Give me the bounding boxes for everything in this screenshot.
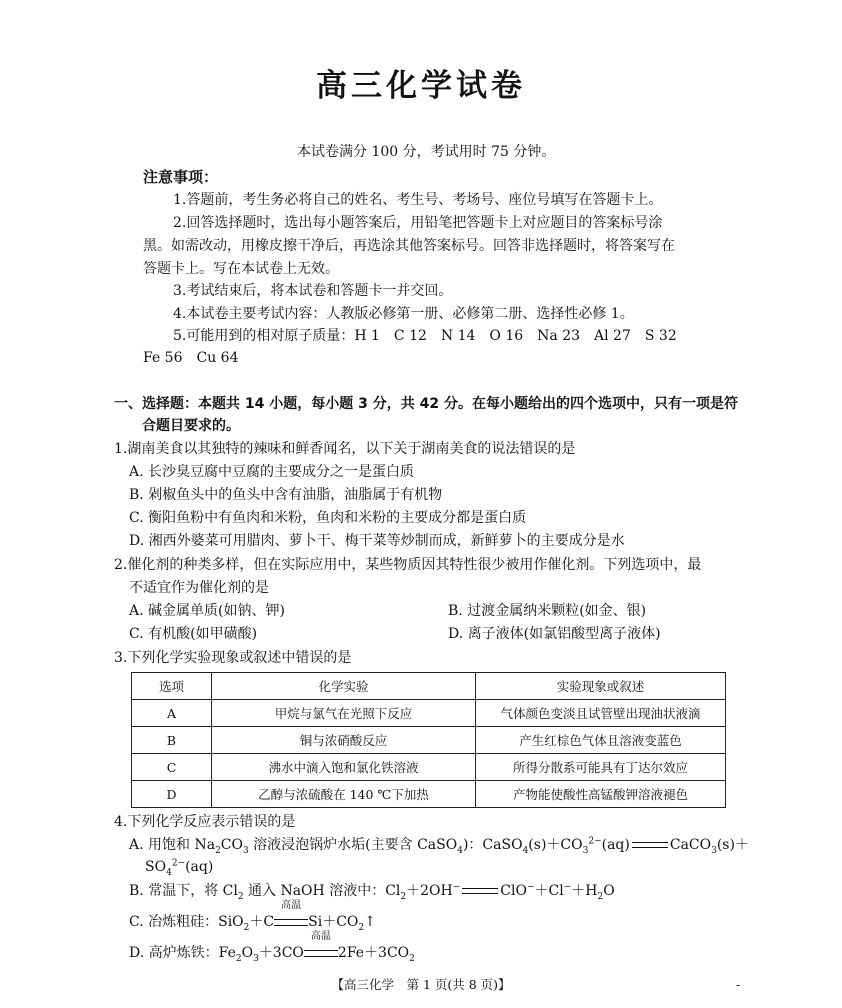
q2-stem-line-2: 不适宜作为催化剂的是 xyxy=(129,580,269,596)
q2-stem-line-1: 2.催化剂的种类多样，但在实际应用中，某些物质因其特性很少被用作催化剂。下列选项中，最 xyxy=(114,557,702,573)
table-header-cell: 化学实验 xyxy=(212,673,476,700)
q1-option-c: C. 衡阳鱼粉中有鱼肉和米粉，鱼肉和米粉的主要成分都是蛋白质 xyxy=(129,510,527,526)
q1-option-a: A. 长沙臭豆腐中豆腐的主要成分之一是蛋白质 xyxy=(129,464,415,480)
q4-option-a-line-2: $SO_4^{2-}(aq)$ xyxy=(145,858,214,878)
notice-item-2-line-1: 2.回答选择题时，选出每小题答案后，用铅笔把答题卡上对应题目的答案标号涂 xyxy=(173,215,663,231)
table-cell: 铜与浓硝酸反应 xyxy=(212,727,476,754)
table-row xyxy=(132,700,726,727)
notice-item-3: 3.考试结束后，将本试卷和答题卡一并交回。 xyxy=(173,283,453,299)
section-heading-line-1: 一、选择题：本题共 14 小题，每小题 3 分，共 42 分。在每小题给出的四个选项中，只有一项是符 xyxy=(114,396,738,412)
q2-option-d: D. 离子液体(如氯铝酸型离子液体) xyxy=(448,626,661,642)
table-row xyxy=(132,781,726,808)
reaction-condition: 高温 xyxy=(304,943,338,963)
table-cell: B xyxy=(132,727,212,754)
table-cell: D xyxy=(132,781,212,808)
notice-item-5-line-2: Fe 56 Cu 64 xyxy=(143,350,239,366)
notice-item-2-line-3: 答题卡上。写在本试卷上无效。 xyxy=(143,261,339,277)
table-cell: 气体颜色变淡且试管壁出现油状液滴 xyxy=(476,700,726,727)
section-heading-line-2: 合题目要求的。 xyxy=(142,418,240,434)
reaction-condition: 高温 xyxy=(274,912,308,932)
q2-option-c: C. 有机酸(如甲磺酸) xyxy=(129,626,258,642)
q4-option-b: B. 常温下，将 $Cl_2$ 通入 NaOH 溶液中：$Cl_2+2OH^-$ $ClO^-+Cl^-+H_2O$ xyxy=(129,882,615,902)
q4-option-d: D. 高炉炼铁：$Fe_2O_3+3CO$ 高温 $2Fe+3CO_2$ xyxy=(129,931,415,964)
table-header-cell: 实验现象或叙述 xyxy=(476,673,726,700)
page-title: 高三化学试卷 xyxy=(316,68,526,104)
q4-option-c: C. 冶炼粗硅：SiO$_2$＋C 高温 $Si+CO_2↑$ xyxy=(129,900,376,933)
notice-item-1: 1.答题前，考生务必将自己的姓名、考生号、考场号、座位号填写在答题卡上。 xyxy=(173,192,663,208)
q4-stem: 4.下列化学反应表示错误的是 xyxy=(114,814,296,830)
q4-option-a-line-1: A. 用饱和 $Na_2CO_3$ 溶液浸泡锅炉水垢(主要含 CaSO$_4$)：$CaSO_4(s)+CO_3^{2-}(aq)$ CaCO$_3$(s)＋ xyxy=(129,836,749,856)
table-row xyxy=(132,754,726,781)
page-footer: 【高三化学 第 1 页(共 8 页)】 xyxy=(331,977,511,992)
q1-stem: 1.湖南美食以其独特的辣味和鲜香闻名，以下关于湖南美食的说法错误的是 xyxy=(114,441,576,457)
gas-arrow-icon: ↑ xyxy=(364,914,376,930)
table-header-row xyxy=(132,673,726,700)
table-header-cell: 选项 xyxy=(132,673,212,700)
notice-item-5-line-1: 5.可能用到的相对原子质量：H 1 C 12 N 14 O 16 Na 23 Al 27 S 32 xyxy=(173,328,677,344)
exam-intro: 本试卷满分 100 分，考试用时 75 分钟。 xyxy=(297,144,556,160)
q1-option-d: D. 湘西外婆菜可用腊肉、萝卜干、梅干菜等炒制而成，新鲜萝卜的主要成分是水 xyxy=(129,533,625,549)
table-cell: 产生红棕色气体且溶液变蓝色 xyxy=(476,727,726,754)
notice-item-4: 4.本试卷主要考试内容：人教版必修第一册、必修第二册、选择性必修 1。 xyxy=(173,306,634,322)
table-cell: 乙醇与浓硫酸在 140 ℃下加热 xyxy=(212,781,476,808)
corner-mark: - xyxy=(736,978,741,992)
q1-option-b: B. 剁椒鱼头中的鱼头中含有油脂，油脂属于有机物 xyxy=(129,487,443,503)
table-cell: 产物能使酸性高锰酸钾溶液褪色 xyxy=(476,781,726,808)
table-cell: A xyxy=(132,700,212,727)
table-cell: 所得分散系可能具有丁达尔效应 xyxy=(476,754,726,781)
notice-item-2-line-2: 黑。如需改动，用橡皮擦干净后，再选涂其他答案标号。回答非选择题时，将答案写在 xyxy=(143,238,675,254)
q3-stem: 3.下列化学实验现象或叙述中错误的是 xyxy=(114,650,352,666)
table-cell: C xyxy=(132,754,212,781)
table-cell: 甲烷与氯气在光照下反应 xyxy=(212,700,476,727)
equals-sign xyxy=(632,842,668,848)
table-row xyxy=(132,727,726,754)
q2-option-b: B. 过渡金属纳米颗粒(如金、银) xyxy=(448,603,647,619)
notice-heading: 注意事项： xyxy=(143,168,219,186)
table-cell: 沸水中滴入饱和氯化铁溶液 xyxy=(212,754,476,781)
equals-sign xyxy=(462,888,498,894)
q2-option-a: A. 碱金属单质(如钠、钾) xyxy=(129,603,285,619)
q3-table xyxy=(131,672,726,808)
